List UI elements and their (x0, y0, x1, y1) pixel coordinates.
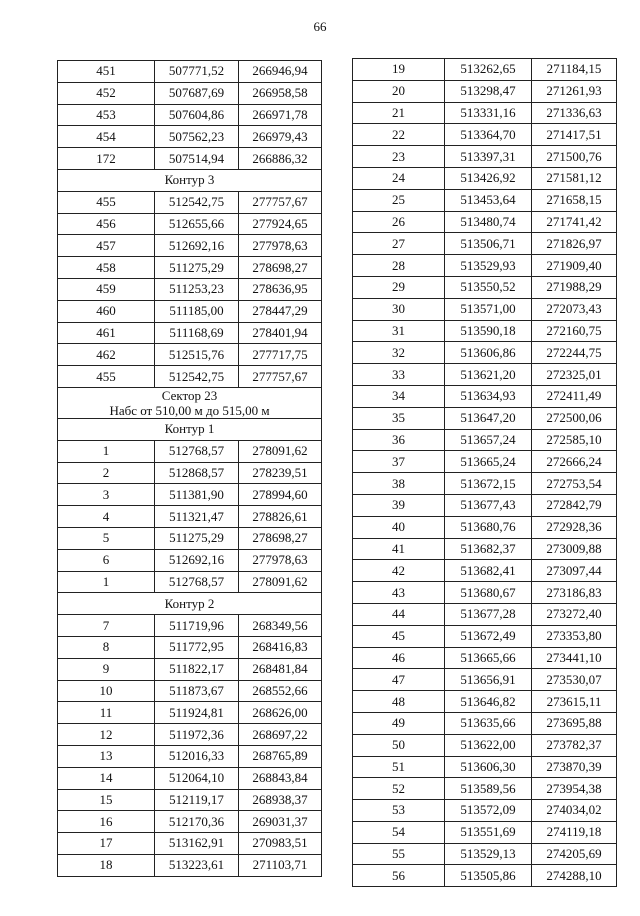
y-coordinate-cell: 271741,42 (532, 211, 617, 233)
y-coordinate-cell: 268938,37 (239, 789, 322, 811)
y-coordinate-cell: 278091,62 (239, 440, 322, 462)
x-coordinate-cell: 513298,47 (445, 80, 532, 102)
y-coordinate-cell: 273097,44 (532, 560, 617, 582)
y-coordinate-cell: 271103,71 (239, 854, 322, 876)
x-coordinate-cell: 511772,95 (155, 636, 239, 658)
table-row (58, 506, 322, 528)
y-coordinate-cell: 273782,37 (532, 734, 617, 756)
table-row (58, 833, 322, 855)
point-number-cell: 2 (58, 462, 155, 484)
y-coordinate-cell: 274034,02 (532, 800, 617, 822)
point-number-cell: 38 (353, 473, 445, 495)
x-coordinate-cell: 513677,28 (445, 603, 532, 625)
x-coordinate-cell: 511253,23 (155, 278, 239, 300)
x-coordinate-cell: 513331,16 (445, 102, 532, 124)
table-row (58, 549, 322, 571)
y-coordinate-cell: 278826,61 (239, 506, 322, 528)
point-number-cell: 454 (58, 126, 155, 148)
y-coordinate-cell: 272842,79 (532, 494, 617, 516)
contour-header-row (58, 169, 322, 191)
x-coordinate-cell: 513672,49 (445, 625, 532, 647)
table-row (353, 342, 617, 364)
x-coordinate-cell: 513680,76 (445, 516, 532, 538)
x-coordinate-cell: 513680,67 (445, 582, 532, 604)
point-number-cell: 52 (353, 778, 445, 800)
y-coordinate-cell: 271184,15 (532, 59, 617, 81)
point-number-cell: 37 (353, 451, 445, 473)
table-row (58, 366, 322, 388)
table-row (58, 811, 322, 833)
point-number-cell: 46 (353, 647, 445, 669)
point-number-cell: 19 (353, 59, 445, 81)
y-coordinate-cell: 272500,06 (532, 407, 617, 429)
table-row (353, 320, 617, 342)
y-coordinate-cell: 273009,88 (532, 538, 617, 560)
y-coordinate-cell: 278091,62 (239, 571, 322, 593)
x-coordinate-cell: 513672,15 (445, 473, 532, 495)
point-number-cell: 1 (58, 571, 155, 593)
coordinates-table-right (352, 58, 617, 887)
point-number-cell: 4 (58, 506, 155, 528)
x-coordinate-cell: 507562,23 (155, 126, 239, 148)
point-number-cell: 36 (353, 429, 445, 451)
x-coordinate-cell: 513572,09 (445, 800, 532, 822)
x-coordinate-cell: 513506,71 (445, 233, 532, 255)
table-row (353, 625, 617, 647)
point-number-cell: 15 (58, 789, 155, 811)
sector-elevation-range: Набс от 510,00 м до 515,00 м (109, 402, 270, 418)
y-coordinate-cell: 266946,94 (239, 61, 322, 83)
table-row (58, 257, 322, 279)
y-coordinate-cell: 272073,43 (532, 298, 617, 320)
x-coordinate-cell: 512515,76 (155, 344, 239, 366)
x-coordinate-cell: 513550,52 (445, 276, 532, 298)
x-coordinate-cell: 512768,57 (155, 440, 239, 462)
point-number-cell: 54 (353, 821, 445, 843)
x-coordinate-cell: 513529,13 (445, 843, 532, 865)
point-number-cell: 22 (353, 124, 445, 146)
y-coordinate-cell: 268481,84 (239, 658, 322, 680)
y-coordinate-cell: 273441,10 (532, 647, 617, 669)
table-row (58, 104, 322, 126)
x-coordinate-cell: 513606,86 (445, 342, 532, 364)
table-row (353, 691, 617, 713)
point-number-cell: 458 (58, 257, 155, 279)
table-row (353, 385, 617, 407)
y-coordinate-cell: 271336,63 (532, 102, 617, 124)
x-coordinate-cell: 513426,92 (445, 167, 532, 189)
y-coordinate-cell: 266971,78 (239, 104, 322, 126)
x-coordinate-cell: 511873,67 (155, 680, 239, 702)
table-row (58, 854, 322, 876)
table-row (58, 82, 322, 104)
point-number-cell: 26 (353, 211, 445, 233)
table-row (353, 298, 617, 320)
y-coordinate-cell: 278994,60 (239, 484, 322, 506)
sector-title: Сектор 23 (161, 387, 218, 403)
x-coordinate-cell: 511275,29 (155, 257, 239, 279)
point-number-cell: 34 (353, 385, 445, 407)
sector-header (58, 387, 322, 418)
contour-header-row (58, 593, 322, 615)
point-number-cell: 41 (353, 538, 445, 560)
y-coordinate-cell: 273353,80 (532, 625, 617, 647)
contour-header: Контур 2 (58, 593, 322, 615)
y-coordinate-cell: 273870,39 (532, 756, 617, 778)
y-coordinate-cell: 272411,49 (532, 385, 617, 407)
x-coordinate-cell: 513364,70 (445, 124, 532, 146)
point-number-cell: 25 (353, 189, 445, 211)
x-coordinate-cell: 511275,29 (155, 527, 239, 549)
table-row (353, 712, 617, 734)
point-number-cell: 8 (58, 636, 155, 658)
x-coordinate-cell: 513589,56 (445, 778, 532, 800)
x-coordinate-cell: 512868,57 (155, 462, 239, 484)
y-coordinate-cell: 271988,29 (532, 276, 617, 298)
x-coordinate-cell: 513682,37 (445, 538, 532, 560)
point-number-cell: 33 (353, 364, 445, 386)
point-number-cell: 28 (353, 255, 445, 277)
x-coordinate-cell: 512170,36 (155, 811, 239, 833)
x-coordinate-cell: 512692,16 (155, 549, 239, 571)
y-coordinate-cell: 271909,40 (532, 255, 617, 277)
x-coordinate-cell: 513634,93 (445, 385, 532, 407)
y-coordinate-cell: 277717,75 (239, 344, 322, 366)
table-row (58, 300, 322, 322)
y-coordinate-cell: 274288,10 (532, 865, 617, 887)
x-coordinate-cell: 513647,20 (445, 407, 532, 429)
point-number-cell: 7 (58, 615, 155, 637)
table-row (353, 560, 617, 582)
point-number-cell: 5 (58, 527, 155, 549)
y-coordinate-cell: 271581,12 (532, 167, 617, 189)
point-number-cell: 49 (353, 712, 445, 734)
table-row (58, 680, 322, 702)
coordinates-table-left-body (58, 61, 322, 877)
contour-header: Контур 1 (58, 418, 322, 440)
x-coordinate-cell: 513551,69 (445, 821, 532, 843)
x-coordinate-cell: 513480,74 (445, 211, 532, 233)
x-coordinate-cell: 513635,66 (445, 712, 532, 734)
point-number-cell: 1 (58, 440, 155, 462)
point-number-cell: 17 (58, 833, 155, 855)
table-row (353, 364, 617, 386)
y-coordinate-cell: 273615,11 (532, 691, 617, 713)
point-number-cell: 452 (58, 82, 155, 104)
point-number-cell: 462 (58, 344, 155, 366)
y-coordinate-cell: 270983,51 (239, 833, 322, 855)
point-number-cell: 51 (353, 756, 445, 778)
x-coordinate-cell: 512542,75 (155, 366, 239, 388)
point-number-cell: 453 (58, 104, 155, 126)
table-row (58, 191, 322, 213)
table-row (58, 702, 322, 724)
y-coordinate-cell: 274205,69 (532, 843, 617, 865)
point-number-cell: 40 (353, 516, 445, 538)
x-coordinate-cell: 513262,65 (445, 59, 532, 81)
table-row (58, 767, 322, 789)
point-number-cell: 39 (353, 494, 445, 516)
table-row (58, 462, 322, 484)
table-row (353, 255, 617, 277)
table-row (353, 473, 617, 495)
point-number-cell: 30 (353, 298, 445, 320)
y-coordinate-cell: 272160,75 (532, 320, 617, 342)
x-coordinate-cell: 511972,36 (155, 724, 239, 746)
table-row (58, 724, 322, 746)
x-coordinate-cell: 513621,20 (445, 364, 532, 386)
sector-header-row (58, 387, 322, 418)
point-number-cell: 27 (353, 233, 445, 255)
point-number-cell: 42 (353, 560, 445, 582)
point-number-cell: 11 (58, 702, 155, 724)
y-coordinate-cell: 278401,94 (239, 322, 322, 344)
table-row (58, 636, 322, 658)
x-coordinate-cell: 512655,66 (155, 213, 239, 235)
table-row (58, 615, 322, 637)
x-coordinate-cell: 513657,24 (445, 429, 532, 451)
y-coordinate-cell: 272666,24 (532, 451, 617, 473)
table-row (58, 148, 322, 170)
y-coordinate-cell: 277757,67 (239, 191, 322, 213)
y-coordinate-cell: 268765,89 (239, 745, 322, 767)
y-coordinate-cell: 273695,88 (532, 712, 617, 734)
x-coordinate-cell: 513677,43 (445, 494, 532, 516)
y-coordinate-cell: 266886,32 (239, 148, 322, 170)
x-coordinate-cell: 511321,47 (155, 506, 239, 528)
point-number-cell: 24 (353, 167, 445, 189)
point-number-cell: 31 (353, 320, 445, 342)
y-coordinate-cell: 272928,36 (532, 516, 617, 538)
y-coordinate-cell: 278698,27 (239, 527, 322, 549)
point-number-cell: 21 (353, 102, 445, 124)
x-coordinate-cell: 512064,10 (155, 767, 239, 789)
y-coordinate-cell: 273272,40 (532, 603, 617, 625)
point-number-cell: 53 (353, 800, 445, 822)
y-coordinate-cell: 277978,63 (239, 549, 322, 571)
point-number-cell: 451 (58, 61, 155, 83)
y-coordinate-cell: 272244,75 (532, 342, 617, 364)
point-number-cell: 457 (58, 235, 155, 257)
x-coordinate-cell: 513590,18 (445, 320, 532, 342)
x-coordinate-cell: 507514,94 (155, 148, 239, 170)
point-number-cell: 3 (58, 484, 155, 506)
y-coordinate-cell: 278239,51 (239, 462, 322, 484)
x-coordinate-cell: 513453,64 (445, 189, 532, 211)
y-coordinate-cell: 268843,84 (239, 767, 322, 789)
x-coordinate-cell: 512768,57 (155, 571, 239, 593)
table-row (353, 189, 617, 211)
table-row (58, 278, 322, 300)
table-row (353, 865, 617, 887)
point-number-cell: 50 (353, 734, 445, 756)
page-number: 66 (313, 19, 327, 34)
table-row (353, 276, 617, 298)
point-number-cell: 44 (353, 603, 445, 625)
point-number-cell: 47 (353, 669, 445, 691)
table-row (353, 647, 617, 669)
x-coordinate-cell: 513529,93 (445, 255, 532, 277)
table-row (58, 213, 322, 235)
table-row (58, 571, 322, 593)
x-coordinate-cell: 513162,91 (155, 833, 239, 855)
x-coordinate-cell: 507604,86 (155, 104, 239, 126)
point-number-cell: 461 (58, 322, 155, 344)
y-coordinate-cell: 266979,43 (239, 126, 322, 148)
x-coordinate-cell: 507771,52 (155, 61, 239, 83)
contour-header: Контур 3 (58, 169, 322, 191)
coordinates-table-left (57, 60, 322, 877)
x-coordinate-cell: 512119,17 (155, 789, 239, 811)
table-row (353, 538, 617, 560)
x-coordinate-cell: 511822,17 (155, 658, 239, 680)
table-row (58, 658, 322, 680)
y-coordinate-cell: 278698,27 (239, 257, 322, 279)
table-row (353, 800, 617, 822)
x-coordinate-cell: 512542,75 (155, 191, 239, 213)
y-coordinate-cell: 266958,58 (239, 82, 322, 104)
y-coordinate-cell: 277757,67 (239, 366, 322, 388)
x-coordinate-cell: 512692,16 (155, 235, 239, 257)
x-coordinate-cell: 511719,96 (155, 615, 239, 637)
x-coordinate-cell: 513606,30 (445, 756, 532, 778)
point-number-cell: 16 (58, 811, 155, 833)
table-row (353, 843, 617, 865)
table-row (353, 494, 617, 516)
y-coordinate-cell: 278447,29 (239, 300, 322, 322)
table-row (58, 322, 322, 344)
x-coordinate-cell: 507687,69 (155, 82, 239, 104)
y-coordinate-cell: 273954,38 (532, 778, 617, 800)
table-row (353, 669, 617, 691)
table-row (353, 451, 617, 473)
x-coordinate-cell: 513571,00 (445, 298, 532, 320)
x-coordinate-cell: 511924,81 (155, 702, 239, 724)
x-coordinate-cell: 513397,31 (445, 146, 532, 168)
y-coordinate-cell: 268626,00 (239, 702, 322, 724)
y-coordinate-cell: 268416,83 (239, 636, 322, 658)
point-number-cell: 14 (58, 767, 155, 789)
x-coordinate-cell: 513665,24 (445, 451, 532, 473)
table-row (353, 167, 617, 189)
table-row (58, 344, 322, 366)
y-coordinate-cell: 271658,15 (532, 189, 617, 211)
point-number-cell: 10 (58, 680, 155, 702)
x-coordinate-cell: 513646,82 (445, 691, 532, 713)
table-row (353, 80, 617, 102)
x-coordinate-cell: 513682,41 (445, 560, 532, 582)
point-number-cell: 55 (353, 843, 445, 865)
x-coordinate-cell: 513665,66 (445, 647, 532, 669)
table-row (58, 235, 322, 257)
point-number-cell: 18 (58, 854, 155, 876)
coordinates-table-right-body (353, 59, 617, 887)
x-coordinate-cell: 512016,33 (155, 745, 239, 767)
y-coordinate-cell: 268697,22 (239, 724, 322, 746)
point-number-cell: 6 (58, 549, 155, 571)
table-row (58, 527, 322, 549)
point-number-cell: 20 (353, 80, 445, 102)
point-number-cell: 455 (58, 366, 155, 388)
point-number-cell: 172 (58, 148, 155, 170)
table-row (353, 582, 617, 604)
table-row (353, 146, 617, 168)
point-number-cell: 23 (353, 146, 445, 168)
table-row (58, 789, 322, 811)
x-coordinate-cell: 513505,86 (445, 865, 532, 887)
point-number-cell: 459 (58, 278, 155, 300)
y-coordinate-cell: 271500,76 (532, 146, 617, 168)
y-coordinate-cell: 271261,93 (532, 80, 617, 102)
y-coordinate-cell: 274119,18 (532, 821, 617, 843)
point-number-cell: 45 (353, 625, 445, 647)
x-coordinate-cell: 511185,00 (155, 300, 239, 322)
y-coordinate-cell: 269031,37 (239, 811, 322, 833)
x-coordinate-cell: 511168,69 (155, 322, 239, 344)
y-coordinate-cell: 272325,01 (532, 364, 617, 386)
table-row (353, 778, 617, 800)
point-number-cell: 32 (353, 342, 445, 364)
table-row (353, 429, 617, 451)
point-number-cell: 35 (353, 407, 445, 429)
point-number-cell: 9 (58, 658, 155, 680)
y-coordinate-cell: 271417,51 (532, 124, 617, 146)
table-row (58, 745, 322, 767)
point-number-cell: 455 (58, 191, 155, 213)
y-coordinate-cell: 272585,10 (532, 429, 617, 451)
y-coordinate-cell: 268552,66 (239, 680, 322, 702)
table-row (58, 126, 322, 148)
y-coordinate-cell: 268349,56 (239, 615, 322, 637)
y-coordinate-cell: 272753,54 (532, 473, 617, 495)
table-row (353, 407, 617, 429)
table-row (353, 59, 617, 81)
table-row (353, 124, 617, 146)
contour-header-row (58, 418, 322, 440)
table-row (58, 484, 322, 506)
table-row (353, 233, 617, 255)
x-coordinate-cell: 513223,61 (155, 854, 239, 876)
y-coordinate-cell: 273530,07 (532, 669, 617, 691)
point-number-cell: 56 (353, 865, 445, 887)
table-row (353, 756, 617, 778)
table-row (353, 603, 617, 625)
point-number-cell: 29 (353, 276, 445, 298)
table-row (353, 102, 617, 124)
point-number-cell: 48 (353, 691, 445, 713)
table-row (353, 734, 617, 756)
y-coordinate-cell: 271826,97 (532, 233, 617, 255)
table-row (353, 211, 617, 233)
y-coordinate-cell: 278636,95 (239, 278, 322, 300)
table-row (58, 61, 322, 83)
table-row (353, 516, 617, 538)
y-coordinate-cell: 273186,83 (532, 582, 617, 604)
point-number-cell: 43 (353, 582, 445, 604)
point-number-cell: 460 (58, 300, 155, 322)
table-row (58, 440, 322, 462)
y-coordinate-cell: 277924,65 (239, 213, 322, 235)
y-coordinate-cell: 277978,63 (239, 235, 322, 257)
point-number-cell: 13 (58, 745, 155, 767)
table-row (353, 821, 617, 843)
x-coordinate-cell: 511381,90 (155, 484, 239, 506)
point-number-cell: 456 (58, 213, 155, 235)
x-coordinate-cell: 513622,00 (445, 734, 532, 756)
point-number-cell: 12 (58, 724, 155, 746)
x-coordinate-cell: 513656,91 (445, 669, 532, 691)
